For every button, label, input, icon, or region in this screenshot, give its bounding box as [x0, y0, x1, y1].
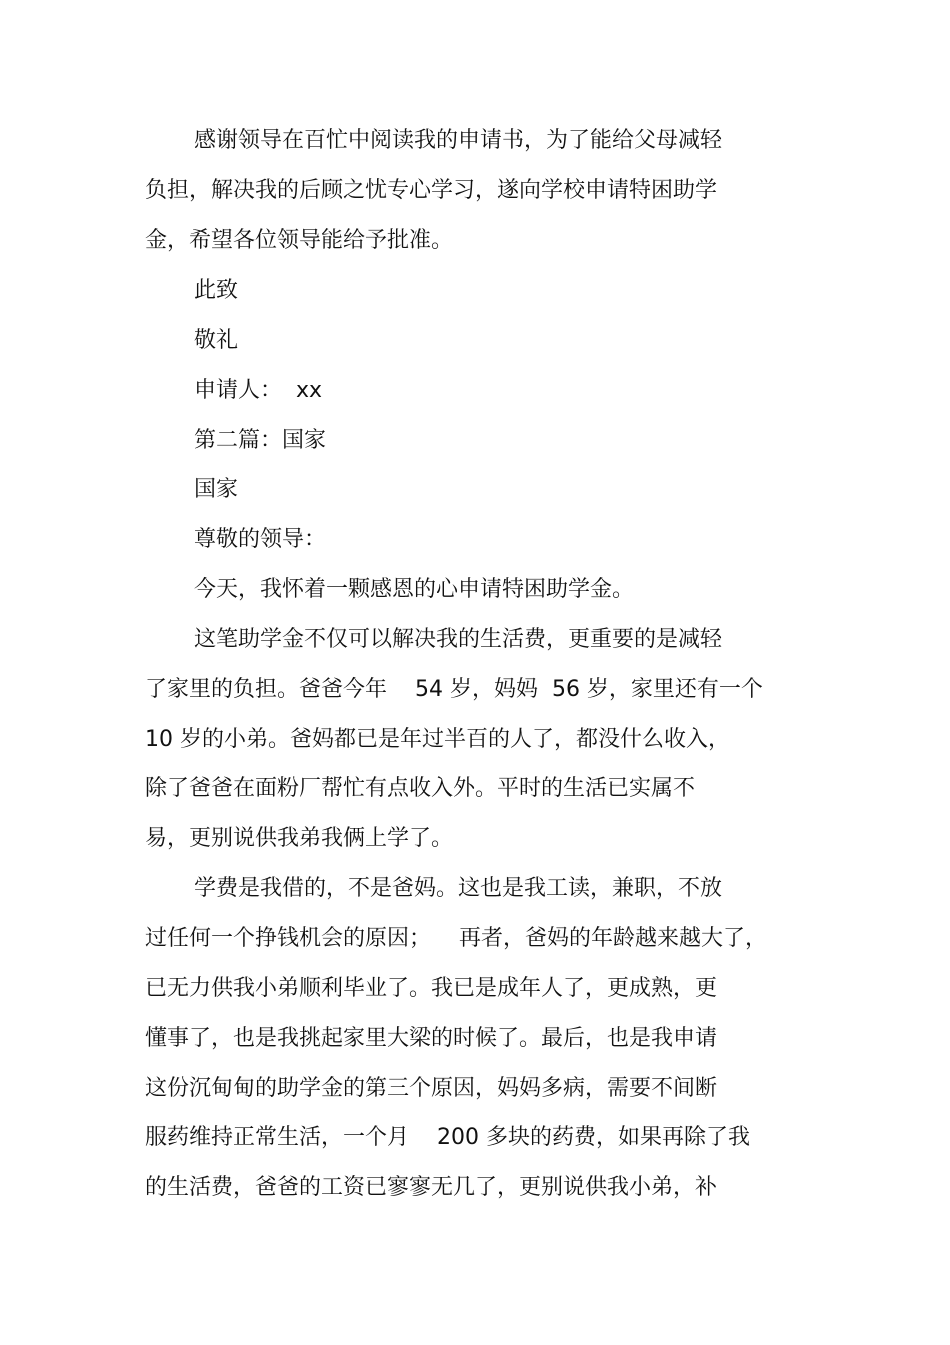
- text-line: 这份沉甸甸的助学金的第三个原因，妈妈多病，需要不间断: [145, 1076, 718, 1101]
- text-line: 负担，解决我的后顾之忧专心学习，遂向学校申请特困助学: [145, 178, 718, 203]
- section-title: 国家: [194, 477, 239, 502]
- text-line: 今天，我怀着一颗感恩的心申请特困助学金。: [194, 577, 635, 602]
- text-line: 的生活费，爸爸的工资已寥寥无几了，更别说供我小弟，补: [145, 1175, 718, 1200]
- text-line: 10 岁的小弟。爸妈都已是年过半百的人了，都没什么收入，: [145, 727, 730, 752]
- text-line: 感谢领导在百忙中阅读我的申请书，为了能给父母减轻: [194, 128, 723, 153]
- closing-salutation: 此致: [194, 278, 239, 303]
- text-line: 懂事了，也是我挑起家里大梁的时候了。最后，也是我申请: [145, 1026, 718, 1051]
- text-line: 金，希望各位领导能给予批准。: [145, 228, 454, 253]
- text-line: 这笔助学金不仅可以解决我的生活费，更重要的是减轻: [194, 627, 723, 652]
- section-heading: 第二篇：国家: [194, 428, 327, 453]
- text-line: 易，更别说供我弟我俩上学了。: [145, 826, 454, 851]
- text-line: 过任何一个挣钱机会的原因； 再者，爸妈的年龄越来越大了，: [145, 926, 767, 951]
- text-line: 已无力供我小弟顺利毕业了。我已是成年人了，更成熟，更: [145, 976, 718, 1001]
- applicant-signature: 申请人： xx: [194, 378, 323, 403]
- closing-regards: 敬礼: [194, 328, 239, 353]
- text-line: 学费是我借的，不是爸妈。这也是我工读，兼职，不放: [194, 876, 723, 901]
- text-line: 了家里的负担。爸爸今年 54 岁，妈妈 56 岁，家里还有一个: [145, 677, 763, 702]
- text-line: 除了爸爸在面粉厂帮忙有点收入外。平时的生活已实属不: [145, 776, 696, 801]
- letter-greeting: 尊敬的领导：: [194, 527, 327, 552]
- text-line: 服药维持正常生活，一个月 200 多块的药费，如果再除了我: [145, 1125, 750, 1150]
